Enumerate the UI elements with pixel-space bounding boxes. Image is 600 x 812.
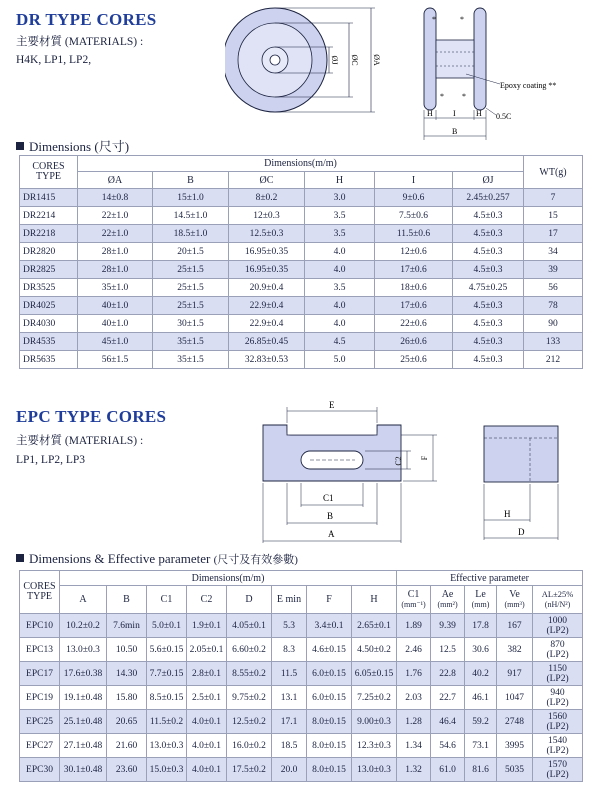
epc-cell-c2: 4.0±0.1: [187, 710, 227, 734]
dr-cell-i: 25±0.6: [375, 351, 453, 369]
dr-cell-type: DR4025: [20, 297, 78, 315]
epc-cell-e: 11.5: [272, 662, 307, 686]
svg-text:*: *: [440, 92, 444, 101]
epc-cell-type: EPC17: [20, 662, 60, 686]
epc-cell-ve: 3995: [497, 734, 533, 758]
dr-cell-wt: 90: [524, 315, 583, 333]
epc-al-value: 1540: [548, 735, 568, 746]
dr-cell-j: 2.45±0.257: [453, 189, 524, 207]
epc-cell-h: 4.50±0.2: [352, 638, 397, 662]
dr-cell-i: 11.5±0.6: [375, 225, 453, 243]
epc-cell-ve: 167: [497, 614, 533, 638]
epc-cell-ae: 54.6: [431, 734, 465, 758]
dr-side-view-diagram: [410, 2, 595, 142]
epc-cell-d: 17.5±0.2: [227, 758, 272, 782]
epc-al-material: (LP2): [546, 721, 569, 732]
dr-cell-type: DR3525: [20, 279, 78, 297]
epc-cell-c1: 5.6±0.15: [147, 638, 187, 662]
epc-ae-unit: (mm²): [437, 599, 458, 609]
dr-materials-label: 主要材質 (MATERIALS) :: [16, 36, 144, 48]
epc-cell-b: 23.60: [107, 758, 147, 782]
dr-label-h2: H: [476, 109, 482, 118]
epc-materials-label: 主要材質 (MATERIALS) :: [16, 435, 144, 447]
epc-cell-b: 14.30: [107, 662, 147, 686]
dr-cell-h: 3.5: [305, 225, 375, 243]
dr-cell-wt: 212: [524, 351, 583, 369]
epc-cell-c1: 8.5±0.15: [147, 686, 187, 710]
epc-cell-le: 40.2: [465, 662, 497, 686]
dr-cell-c: 20.9±0.4: [229, 279, 305, 297]
epc-cell-c2: 4.0±0.1: [187, 758, 227, 782]
dr-cell-wt: 7: [524, 189, 583, 207]
dr-col-i: I: [375, 172, 453, 189]
epc-cell-e: 8.3: [272, 638, 307, 662]
epc-col-h: H: [352, 586, 397, 614]
dr-cell-h: 4.0: [305, 243, 375, 261]
epc-col-d: D: [227, 586, 272, 614]
epc-side-view-diagram: [480, 420, 570, 545]
epc-label-e: E: [329, 400, 335, 410]
svg-text:*: *: [460, 15, 464, 24]
dr-cell-type: DR4030: [20, 315, 78, 333]
epc-col-eff-c1: [397, 586, 431, 614]
epc-cell-al: [533, 710, 583, 734]
dr-cell-c: 32.83±0.53: [229, 351, 305, 369]
epc-label-f: F: [420, 455, 429, 461]
epc-cell-b: 15.80: [107, 686, 147, 710]
epc-cell-c2: 1.9±0.1: [187, 614, 227, 638]
dr-cell-j: 4.5±0.3: [453, 351, 524, 369]
dr-cell-a: 28±1.0: [78, 261, 153, 279]
epc-cell-ec1: 2.46: [397, 638, 431, 662]
dr-label-epoxy: Epoxy coating **: [500, 81, 557, 90]
square-bullet-icon: [16, 554, 24, 562]
table-row: [20, 333, 583, 351]
dr-title: DR TYPE CORES: [16, 10, 157, 29]
dr-cell-type: DR1415: [20, 189, 78, 207]
dr-cell-b: 25±1.5: [153, 297, 229, 315]
epc-al-material: (LP2): [546, 649, 569, 660]
dr-label-05c: 0.5C: [496, 112, 512, 121]
dr-cell-i: 22±0.6: [375, 315, 453, 333]
svg-text:*: *: [432, 15, 436, 24]
epc-cell-ae: 61.0: [431, 758, 465, 782]
dr-header-wt: WT(g): [524, 156, 583, 189]
epc-col-al: [533, 586, 583, 614]
epc-cell-h: 12.3±0.3: [352, 734, 397, 758]
dr-cell-type: DR4535: [20, 333, 78, 351]
epc-cell-a: 10.2±0.2: [60, 614, 107, 638]
epc-cell-a: 17.6±0.38: [60, 662, 107, 686]
epc-cell-b: 7.6min: [107, 614, 147, 638]
epc-cell-f: 3.4±0.1: [307, 614, 352, 638]
epc-cell-al: [533, 734, 583, 758]
dr-cell-b: 30±1.5: [153, 315, 229, 333]
epc-al-unit: (nH/N²): [544, 600, 571, 609]
epc-cell-c1: 5.0±0.1: [147, 614, 187, 638]
epc-ve-unit: (mm³): [504, 599, 525, 609]
dr-cell-type: DR2825: [20, 261, 78, 279]
dr-cell-h: 4.5: [305, 333, 375, 351]
epc-cell-ve: 2748: [497, 710, 533, 734]
epc-cell-le: 46.1: [465, 686, 497, 710]
epc-cell-b: 10.50: [107, 638, 147, 662]
dr-cell-i: 18±0.6: [375, 279, 453, 297]
epc-cell-h: 6.05±0.15: [352, 662, 397, 686]
dr-cell-a: 35±1.0: [78, 279, 153, 297]
dr-label-phij: ØJ: [330, 55, 339, 65]
epc-cell-d: 8.55±0.2: [227, 662, 272, 686]
dr-cell-b: 15±1.0: [153, 189, 229, 207]
dr-cell-h: 4.0: [305, 315, 375, 333]
dr-col-a: ØA: [78, 172, 153, 189]
epc-cell-c2: 4.0±0.1: [187, 734, 227, 758]
dr-cell-b: 18.5±1.0: [153, 225, 229, 243]
epc-al-value: 870: [550, 639, 565, 650]
dr-cell-type: DR2218: [20, 225, 78, 243]
epc-col-ve: [497, 586, 533, 614]
dr-dimensions-table: [19, 155, 583, 369]
dr-cell-h: 5.0: [305, 351, 375, 369]
dr-cell-i: 17±0.6: [375, 297, 453, 315]
epc-cell-b: 21.60: [107, 734, 147, 758]
epc-cell-ec1: 1.34: [397, 734, 431, 758]
dr-col-j: ØJ: [453, 172, 524, 189]
dr-cell-i: 17±0.6: [375, 261, 453, 279]
table-row: [20, 189, 583, 207]
epc-al-value: 1560: [548, 711, 568, 722]
dr-cell-c: 12.5±0.3: [229, 225, 305, 243]
dr-cell-j: 4.5±0.3: [453, 315, 524, 333]
dr-label-b: B: [452, 127, 458, 136]
dr-cell-b: 25±1.5: [153, 261, 229, 279]
dr-cell-j: 4.5±0.3: [453, 261, 524, 279]
dr-cell-c: 8±0.2: [229, 189, 305, 207]
table-row: [20, 710, 583, 734]
epc-al-material: (LP2): [546, 625, 569, 636]
epc-al-label: AL±25%: [541, 589, 574, 599]
dr-cell-j: 4.5±0.3: [453, 225, 524, 243]
epc-col-b: B: [107, 586, 147, 614]
epc-cell-ec1: 1.32: [397, 758, 431, 782]
dr-label-phic: ØC: [350, 54, 359, 66]
dr-materials: H4K, LP1, LP2,: [16, 54, 92, 66]
dr-cell-c: 12±0.3: [229, 207, 305, 225]
dr-cell-b: 25±1.5: [153, 279, 229, 297]
epc-cell-ec1: 1.89: [397, 614, 431, 638]
epc-cell-ve: 917: [497, 662, 533, 686]
epc-cell-ae: 22.7: [431, 686, 465, 710]
table-row: [20, 315, 583, 333]
epc-cell-c2: 2.05±0.1: [187, 638, 227, 662]
dr-cell-b: 35±1.5: [153, 351, 229, 369]
epc-cell-le: 81.6: [465, 758, 497, 782]
dr-cell-j: 4.5±0.3: [453, 207, 524, 225]
table-row: [20, 351, 583, 369]
epc-label-h: H: [504, 509, 511, 519]
dr-label-h: H: [427, 109, 433, 118]
dr-col-h: H: [305, 172, 375, 189]
dr-cell-wt: 39: [524, 261, 583, 279]
dr-cell-c: 26.85±0.45: [229, 333, 305, 351]
table-row: [20, 225, 583, 243]
epc-table-body: [20, 614, 583, 782]
epc-cell-type: EPC30: [20, 758, 60, 782]
dr-cell-h: 4.0: [305, 261, 375, 279]
dr-cell-h: 3.5: [305, 279, 375, 297]
epc-al-material: (LP2): [546, 697, 569, 708]
dr-cell-i: 26±0.6: [375, 333, 453, 351]
dr-col-c: ØC: [229, 172, 305, 189]
dr-section-header: [16, 136, 129, 155]
table-row: [20, 261, 583, 279]
epc-col-a: A: [60, 586, 107, 614]
table-row: [20, 686, 583, 710]
epc-cell-d: 6.60±0.2: [227, 638, 272, 662]
table-row: [20, 279, 583, 297]
epc-ae-label: Ae: [441, 588, 454, 600]
dr-cell-a: 45±1.0: [78, 333, 153, 351]
epc-cell-b: 20.65: [107, 710, 147, 734]
epc-al-value: 1570: [548, 759, 568, 770]
epc-cell-ae: 9.39: [431, 614, 465, 638]
square-bullet-icon: [16, 142, 24, 150]
epc-cell-type: EPC13: [20, 638, 60, 662]
epc-cell-ec1: 2.03: [397, 686, 431, 710]
dr-cell-wt: 17: [524, 225, 583, 243]
epc-cell-c2: 2.5±0.1: [187, 686, 227, 710]
dr-cell-h: 3.5: [305, 207, 375, 225]
table-row: [20, 758, 583, 782]
dr-table-body: [20, 189, 583, 369]
epc-col-ae: [431, 586, 465, 614]
epc-label-b: B: [327, 511, 334, 521]
epc-cell-h: 2.65±0.1: [352, 614, 397, 638]
epc-cell-a: 19.1±0.48: [60, 686, 107, 710]
epc-cell-type: EPC25: [20, 710, 60, 734]
epc-cell-ve: 5035: [497, 758, 533, 782]
dr-cell-j: 4.5±0.3: [453, 243, 524, 261]
epc-cell-ec1: 1.28: [397, 710, 431, 734]
dr-cell-i: 7.5±0.6: [375, 207, 453, 225]
dr-cell-a: 40±1.0: [78, 315, 153, 333]
epc-cell-al: [533, 686, 583, 710]
epc-cell-d: 4.05±0.1: [227, 614, 272, 638]
epc-title: EPC TYPE CORES: [16, 407, 167, 426]
dr-cell-c: 16.95±0.35: [229, 261, 305, 279]
epc-label-a: A: [328, 529, 335, 539]
svg-text:*: *: [462, 92, 466, 101]
dr-section-title: Dimensions: [29, 139, 92, 154]
epc-cell-al: [533, 758, 583, 782]
epc-cell-f: 8.0±0.15: [307, 734, 352, 758]
epc-cell-a: 13.0±0.3: [60, 638, 107, 662]
dr-cell-a: 22±1.0: [78, 225, 153, 243]
epc-col-le: [465, 586, 497, 614]
dr-cell-a: 40±1.0: [78, 297, 153, 315]
epc-al-value: 1000: [548, 615, 568, 626]
epc-cell-h: 9.00±0.3: [352, 710, 397, 734]
dr-cell-type: DR2820: [20, 243, 78, 261]
epc-cell-c1: 11.5±0.2: [147, 710, 187, 734]
epc-cell-ec1: 1.76: [397, 662, 431, 686]
dr-label-phia: ØA: [372, 54, 381, 66]
dr-cell-a: 22±1.0: [78, 207, 153, 225]
table-row: [20, 243, 583, 261]
epc-col-f: F: [307, 586, 352, 614]
epc-le-label: Le: [475, 588, 486, 600]
epc-al-material: (LP2): [546, 769, 569, 780]
epc-cell-al: [533, 614, 583, 638]
epc-al-value: 940: [550, 687, 565, 698]
dr-label-i: I: [453, 109, 456, 118]
epc-label-d: D: [518, 527, 525, 537]
dr-cell-j: 4.5±0.3: [453, 297, 524, 315]
epc-cell-type: EPC19: [20, 686, 60, 710]
epc-cell-e: 5.3: [272, 614, 307, 638]
epc-cell-f: 8.0±0.15: [307, 758, 352, 782]
epc-front-view-diagram: [255, 395, 445, 545]
epc-cell-d: 12.5±0.2: [227, 710, 272, 734]
dr-front-view-diagram: [225, 2, 395, 132]
epc-cell-a: 27.1±0.48: [60, 734, 107, 758]
table-row: [20, 207, 583, 225]
epc-cell-f: 4.6±0.15: [307, 638, 352, 662]
epc-cell-e: 17.1: [272, 710, 307, 734]
epc-ve-label: Ve: [509, 588, 520, 600]
epc-eff-c1-label: C1: [407, 588, 420, 600]
epc-eff-c1-unit: (mm⁻¹): [401, 599, 426, 609]
dr-cell-j: 4.5±0.3: [453, 333, 524, 351]
epc-label-c2: C2: [394, 456, 403, 466]
dr-cell-type: DR2214: [20, 207, 78, 225]
dr-cell-c: 22.9±0.4: [229, 315, 305, 333]
dr-cell-wt: 34: [524, 243, 583, 261]
dr-cell-h: 4.0: [305, 297, 375, 315]
epc-section-title-cn: (尺寸及有效參數): [213, 554, 298, 566]
table-row: [20, 638, 583, 662]
epc-cell-h: 7.25±0.2: [352, 686, 397, 710]
table-row: [20, 734, 583, 758]
table-row: [20, 297, 583, 315]
dr-cell-b: 35±1.5: [153, 333, 229, 351]
dr-cell-i: 12±0.6: [375, 243, 453, 261]
epc-cell-c2: 2.8±0.1: [187, 662, 227, 686]
dr-cell-a: 28±1.0: [78, 243, 153, 261]
dr-cell-c: 16.95±0.35: [229, 243, 305, 261]
epc-cell-e: 13.1: [272, 686, 307, 710]
epc-label-c1: C1: [323, 493, 334, 503]
epc-cell-a: 30.1±0.48: [60, 758, 107, 782]
epc-cell-c1: 7.7±0.15: [147, 662, 187, 686]
epc-section-title: Dimensions & Effective parameter: [29, 551, 211, 566]
epc-cell-ae: 46.4: [431, 710, 465, 734]
dr-cell-h: 3.0: [305, 189, 375, 207]
epc-cell-ae: 22.8: [431, 662, 465, 686]
dr-header-type: CORES TYPE: [20, 156, 78, 189]
epc-header-effective: Effective parameter: [397, 571, 583, 586]
dr-cell-wt: 133: [524, 333, 583, 351]
dr-header-dimensions: Dimensions(m/m): [78, 156, 524, 172]
dr-cell-b: 14.5±1.0: [153, 207, 229, 225]
epc-cell-f: 8.0±0.15: [307, 710, 352, 734]
epc-cell-le: 30.6: [465, 638, 497, 662]
epc-cell-a: 25.1±0.48: [60, 710, 107, 734]
dr-cell-i: 9±0.6: [375, 189, 453, 207]
epc-cell-e: 18.5: [272, 734, 307, 758]
epc-cell-ve: 382: [497, 638, 533, 662]
dr-cell-wt: 15: [524, 207, 583, 225]
dr-cell-a: 14±0.8: [78, 189, 153, 207]
dr-col-b: B: [153, 172, 229, 189]
epc-cell-ae: 12.5: [431, 638, 465, 662]
epc-cell-le: 59.2: [465, 710, 497, 734]
epc-section-header: [16, 551, 298, 567]
epc-cell-h: 13.0±0.3: [352, 758, 397, 782]
epc-cell-le: 17.8: [465, 614, 497, 638]
epc-al-value: 1150: [548, 663, 567, 674]
dr-section-title-cn: (尺寸): [94, 139, 130, 154]
epc-header-type: CORES TYPE: [20, 571, 60, 614]
epc-header-dimensions: Dimensions(m/m): [60, 571, 397, 586]
dr-cell-wt: 56: [524, 279, 583, 297]
epc-cell-d: 16.0±0.2: [227, 734, 272, 758]
epc-cell-ve: 1047: [497, 686, 533, 710]
dr-cell-c: 22.9±0.4: [229, 297, 305, 315]
dr-cell-a: 56±1.5: [78, 351, 153, 369]
epc-cell-f: 6.0±0.15: [307, 686, 352, 710]
epc-materials: LP1, LP2, LP3: [16, 454, 86, 466]
dr-cell-b: 20±1.5: [153, 243, 229, 261]
table-row: [20, 662, 583, 686]
table-row: [20, 614, 583, 638]
epc-cell-al: [533, 638, 583, 662]
epc-cell-al: [533, 662, 583, 686]
epc-cell-e: 20.0: [272, 758, 307, 782]
epc-le-unit: (mm): [471, 599, 490, 609]
epc-dimensions-table: [19, 570, 583, 782]
dr-cell-wt: 78: [524, 297, 583, 315]
epc-cell-f: 6.0±0.15: [307, 662, 352, 686]
epc-cell-d: 9.75±0.2: [227, 686, 272, 710]
epc-col-c1: C1: [147, 586, 187, 614]
epc-cell-c1: 15.0±0.3: [147, 758, 187, 782]
epc-cell-type: EPC10: [20, 614, 60, 638]
dr-cell-type: DR5635: [20, 351, 78, 369]
epc-col-c2: C2: [187, 586, 227, 614]
epc-al-material: (LP2): [546, 745, 569, 756]
dr-cell-j: 4.75±0.25: [453, 279, 524, 297]
epc-col-emin: E min: [272, 586, 307, 614]
epc-cell-type: EPC27: [20, 734, 60, 758]
epc-cell-le: 73.1: [465, 734, 497, 758]
epc-al-material: (LP2): [546, 673, 569, 684]
epc-cell-c1: 13.0±0.3: [147, 734, 187, 758]
